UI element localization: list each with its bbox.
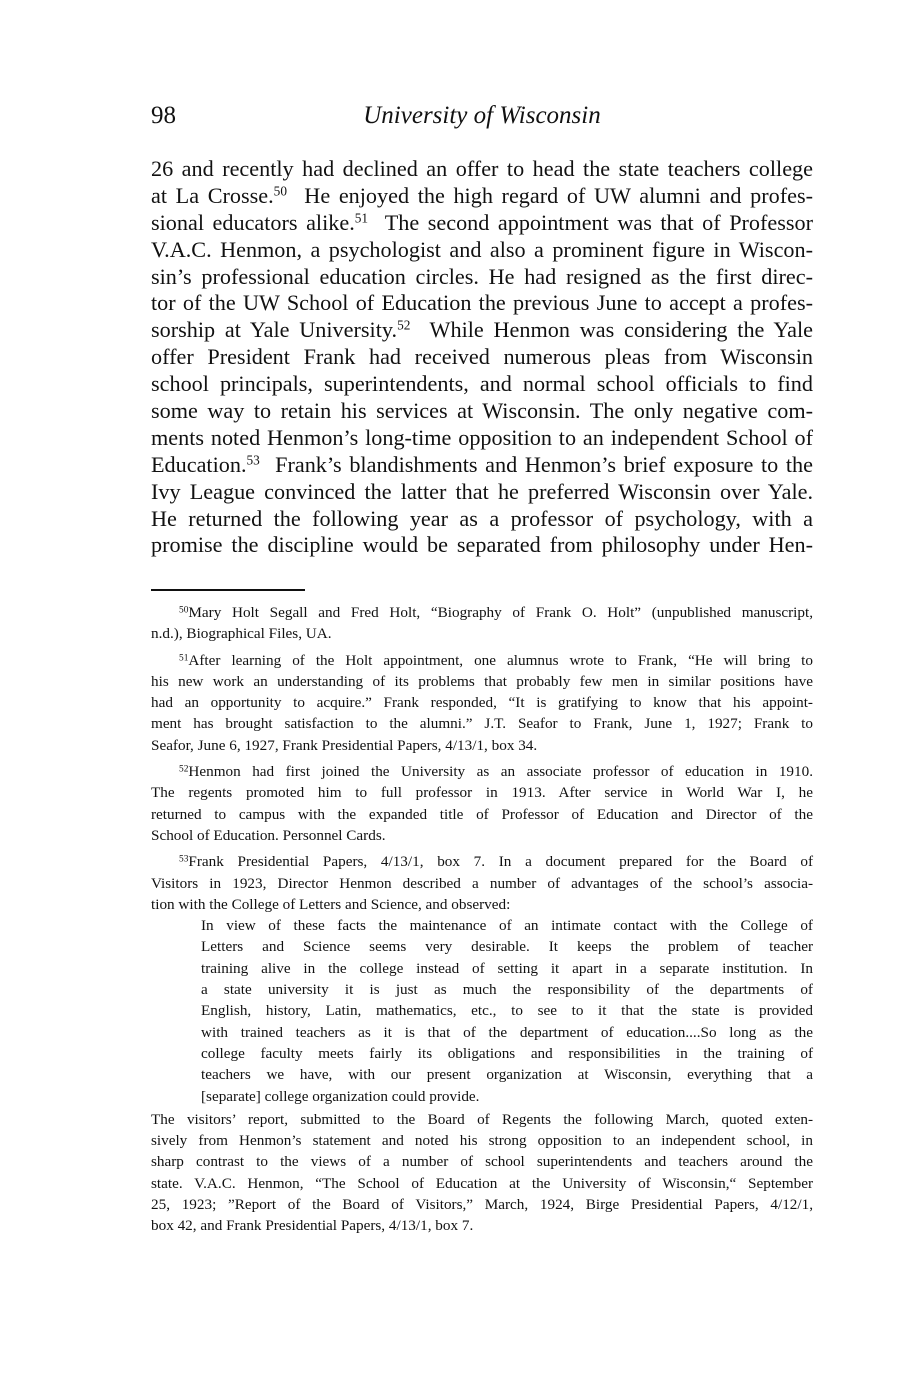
body-text-segment: He enjoyed the high regard of UW alumni and profes-: [304, 182, 814, 208]
footnote-line: ment has brought satisfaction to the alumni.” J.T. Seafor to Frank, June 1, 1927; Frank to: [151, 715, 813, 733]
footnote-line: [151, 851, 813, 872]
body-line: offer President Frank had received numerous pleas from Wisconsin: [151, 344, 813, 370]
body-line: [151, 183, 813, 210]
footnote-line: [151, 761, 813, 782]
footnote-53: [151, 851, 813, 1236]
footnote-line: tion with the College of Letters and Science, and observed:: [151, 895, 511, 913]
running-head: University of Wisconsin: [363, 102, 601, 129]
page-header: [151, 98, 813, 134]
footnote-separator: [151, 589, 305, 591]
body-line: [151, 210, 813, 237]
quote-line: In view of these facts the maintenance of an intimate contact with the College of: [201, 917, 813, 935]
footnote-line: state. V.A.C. Henmon, “The School of Education at the University of Wisconsin,“ September: [151, 1174, 813, 1192]
body-line: tor of the UW School of Education the previous June to accept a profes-: [151, 290, 813, 316]
body-text-segment: sorship at Yale University.: [151, 317, 398, 343]
footnote-text: Mary Holt Segall and Fred Holt, “Biography of Frank O. Holt” (unpublished manuscript,: [188, 604, 813, 621]
quote-line: college faculty meets fairly its obligations and responsibilities in the training of: [201, 1044, 813, 1062]
body-line: 26 and recently had declined an offer to head the state teachers college: [151, 156, 813, 181]
body-line: V.A.C. Henmon, a psychologist and also a prominent figure in Wiscon-: [151, 236, 813, 262]
footnote-line: Seafor, June 6, 1927, Frank Presidential Papers, 4/13/1, box 34.: [151, 736, 538, 754]
body-text-segment: sional educators alike.: [151, 209, 355, 235]
footnote-number: 50: [179, 605, 189, 616]
footnote-ref: 51: [354, 210, 369, 226]
footnote-ref: 53: [246, 452, 260, 468]
footnotes: [151, 602, 813, 1242]
footnote-52: [151, 761, 813, 846]
footnote-50: [151, 602, 813, 645]
body-line: He returned the following year as a professor of psychology, with a: [151, 505, 813, 531]
body-line: promise the discipline would be separated from philosophy under Hen-: [151, 532, 813, 558]
footnote-line: [151, 602, 813, 623]
footnote-number: 53: [179, 854, 189, 865]
body-text-segment: Education.: [151, 451, 247, 477]
quote-line: [separate] college organization could provide.: [201, 1087, 480, 1105]
footnote-text: Frank Presidential Papers, 4/13/1, box 7. In a document prepared for the Board of: [188, 853, 813, 871]
footnote-line: The visitors’ report, submitted to the Board of Regents the following March, quoted exten-: [151, 1110, 813, 1128]
footnote-line: [151, 650, 813, 671]
body-text-segment: While Henmon was considering the Yale: [429, 317, 813, 343]
quote-line: teachers we have, with our present organization at Wisconsin, everything that a: [201, 1066, 813, 1084]
footnote-line: 25, 1923; ”Report of the Board of Visitors,” March, 1924, Birge Presidential Papers, 4/12/1,: [151, 1196, 813, 1214]
footnote-number: 51: [179, 652, 189, 663]
quote-line: Letters and Science seems very desirable. It keeps the problem of teacher: [201, 938, 813, 956]
footnote-line: School of Education. Personnel Cards.: [151, 826, 386, 844]
body-line: Ivy League convinced the latter that he preferred Wisconsin over Yale.: [151, 478, 813, 504]
page-number: 98: [151, 102, 176, 129]
body-text-segment: Frank’s blandishments and Henmon’s brief exposure to the: [275, 451, 814, 477]
footnote-ref: 52: [397, 318, 411, 334]
body-line: some way to retain his services at Wisconsin. The only negative com-: [151, 398, 813, 424]
footnote-line: Visitors in 1923, Director Henmon described a number of advantages of the school’s associa-: [151, 874, 813, 892]
footnote-text: After learning of the Holt appointment, one alumnus wrote to Frank, “He will bring to: [188, 651, 813, 669]
footnote-51: [151, 650, 813, 756]
body-line: school principals, superintendents, and normal school officials to find: [151, 371, 813, 397]
quote-line: a state university it is just as much the responsibility of the departments of: [201, 981, 813, 999]
footnote-line: sively from Henmon’s statement and noted his strong opposition to an independent school, in: [151, 1132, 813, 1150]
body-line: [151, 317, 813, 344]
footnote-text: Henmon had first joined the University as an associate professor of education in 1910.: [188, 763, 813, 781]
footnote-line: n.d.), Biographical Files, UA.: [151, 625, 332, 643]
body-line: [151, 452, 813, 479]
body-line: sin’s professional education circles. He had resigned as the first direc-: [151, 263, 813, 289]
block-quote: [151, 915, 813, 1107]
footnote-ref: 50: [273, 183, 287, 199]
quote-line: English, history, Latin, mathematics, etc., to see to it that the state is provided: [201, 1002, 813, 1020]
body-paragraph: [151, 156, 813, 559]
footnote-line: sharp contrast to the views of a number of school superintendents and teachers around the: [151, 1153, 813, 1171]
body-text-segment: The second appointment was that of Professor: [384, 209, 814, 235]
footnote-number: 52: [179, 764, 189, 775]
footnote-line: The regents promoted him to full professor in 1913. After service in World War I, he: [151, 784, 813, 802]
footnote-line: his new work an understanding of its problems that probably few men in similar positions have: [151, 672, 813, 690]
quote-line: training alive in the college instead of setting it apart in a separate institution. In: [201, 959, 813, 977]
footnote-line: returned to campus with the expanded title of Professor of Education and Director of the: [151, 805, 813, 823]
quote-line: with trained teachers as it is that of the department of education....So long as the: [201, 1023, 813, 1041]
body-text-segment: at La Crosse.: [151, 182, 274, 208]
body-line: ments noted Henmon’s long-time opposition to an independent School of: [151, 424, 813, 450]
footnote-line: had an opportunity to acquire.” Frank responded, “It is gratifying to know that his appoint-: [151, 694, 813, 712]
footnote-line: box 42, and Frank Presidential Papers, 4/13/1, box 7.: [151, 1217, 474, 1235]
